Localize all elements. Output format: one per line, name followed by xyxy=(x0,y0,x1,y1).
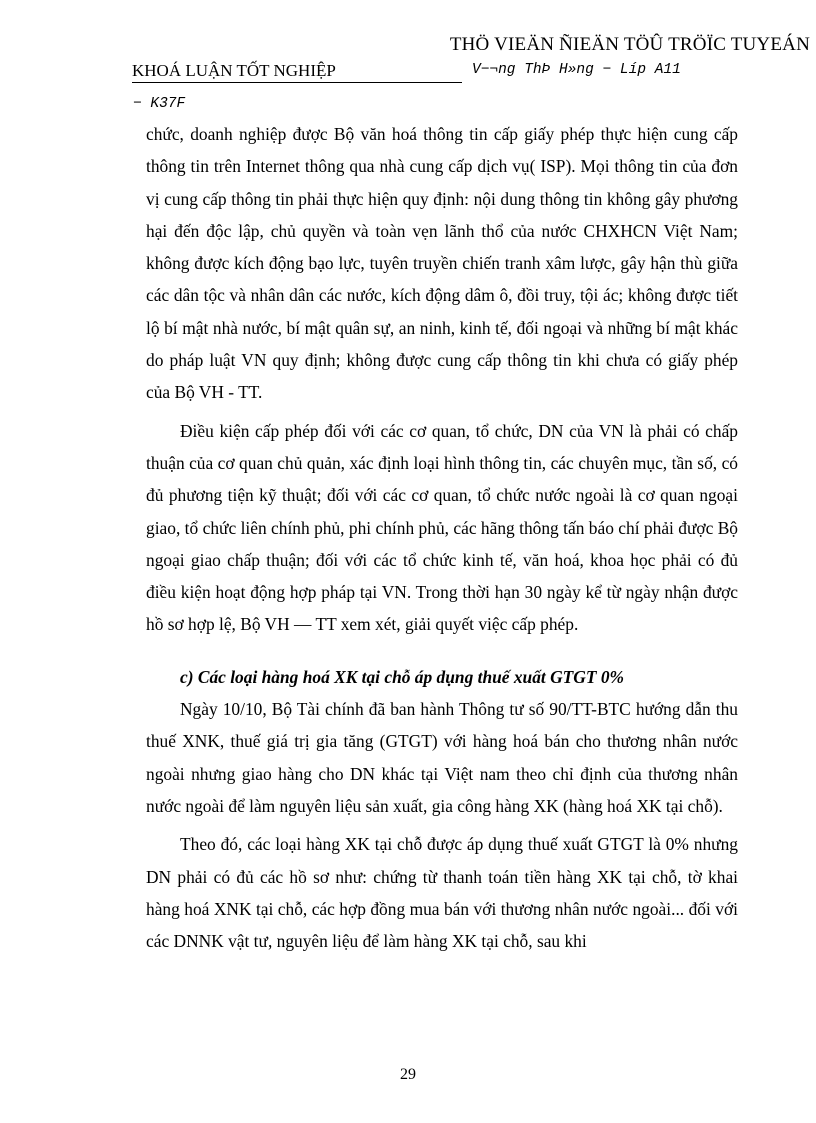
page-body xyxy=(146,118,738,957)
paragraph-continuation: chức, doanh nghiệp được Bộ văn hoá thông tin cấp giấy phép thực hiện cung cấp thông tin trên Internet thông qua nhà cung cấp dịch vụ( ISP). Mọi thông tin của đơn vị cung cấp thông tin phải thực hiện quy định: nội dung thông tin không gây phương hại đến độc lập, chủ quyền và toàn vẹn lãnh thổ của nước CHXHCN Việt Nam; không được kích động bạo lực, tuyên truyền chiến tranh xâm lược, gây hận thù giữa các dân tộc và nhân dân các nước, kích động dâm ô, đồi truy, tội ác; không được tiết lộ bí mật nhà nước, bí mật quân sự, an ninh, kinh tế, đối ngoại và những bí mật khác do pháp luật VN quy định; không được cung cấp thông tin khi chưa có giấy phép của Bộ VH - TT. xyxy=(146,124,738,403)
header-rule xyxy=(132,82,462,83)
section-heading: c) Các loại hàng hoá XK tại chỗ áp dụng thuế xuất GTGT 0% xyxy=(180,666,624,687)
watermark-text: THÖ VIEÄN ÑIEÄN TÖÛ TRÖÏC TUYEÁN xyxy=(449,34,810,55)
header-author: V−¬ng ThÞ H»ng − Líp A11 xyxy=(472,62,681,78)
header-author-continued: − K37F xyxy=(133,96,186,112)
page-number: 29 xyxy=(400,1066,416,1083)
header-title: KHOÁ LUẬN TỐT NGHIỆP xyxy=(132,61,336,80)
paragraph-vat-zero-rate: Theo đó, các loại hàng XK tại chỗ được áp dụng thuế xuất GTGT là 0% nhưng DN phải có đủ các hồ sơ như: chứng từ thanh toán tiền hàng XK tại chỗ, tờ khai hàng hoá XNK tại chỗ, các hợp đồng mua bán với thương nhân nước ngoài... đối với các DNNK vật tư, nguyên liệu để làm hàng XK tại chỗ, sau khi xyxy=(146,834,738,952)
paragraph-circular-90: Ngày 10/10, Bộ Tài chính đã ban hành Thông tư số 90/TT-BTC hướng dẫn thu thuế XNK, thuế giá trị gia tăng (GTGT) với hàng hoá bán cho thương nhân nước ngoài nhưng giao hàng cho DN khác tại Việt nam theo chỉ định của thương nhân nước ngoài để làm nguyên liệu sản xuất, gia công hàng XK (hàng hoá XK tại chỗ). xyxy=(146,699,738,816)
paragraph-licensing-conditions: Điều kiện cấp phép đối với các cơ quan, tổ chức, DN của VN là phải có chấp thuận của cơ quan chủ quản, xác định loại hình thông tin, các chuyên mục, tần số, có đủ phương tiện kỹ thuật; đối với các cơ quan, tổ chức nước ngoài là cơ quan ngoại giao, tổ chức liên chính phủ, phi chính phủ, các hãng thông tấn báo chí phải được Bộ ngoại giao chấp thuận; đối với các tổ chức kinh tế, văn hoá, khoa học phải có đủ điều kiện hoạt động hợp pháp tại VN. Trong thời hạn 30 ngày kể từ ngày nhận được hồ sơ hợp lệ, Bộ VH — TT xem xét, giải quyết việc cấp phép. xyxy=(146,420,738,635)
